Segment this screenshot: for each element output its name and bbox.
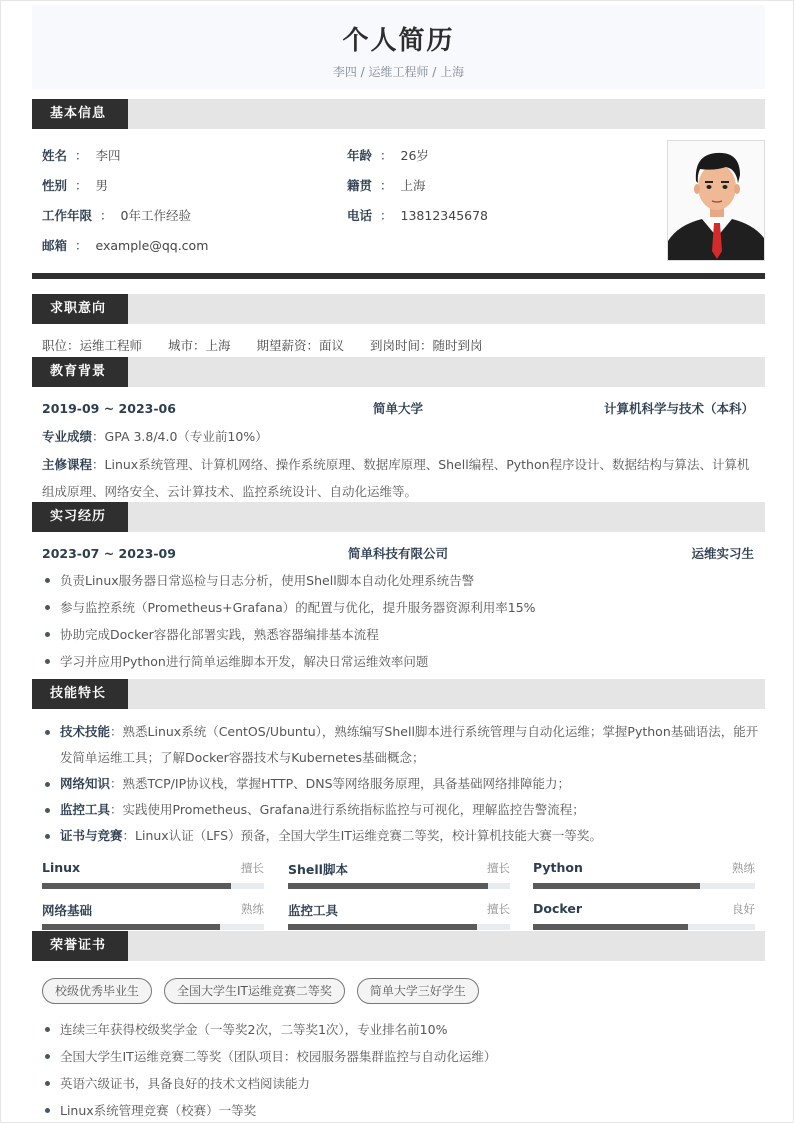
info-colon: ： bbox=[380, 208, 393, 223]
info-colon: ： bbox=[75, 178, 88, 193]
list-item: 协助完成Docker容器化部署实践，熟悉容器编排基本流程 bbox=[42, 621, 762, 648]
skill-bar-name: Shell脚本 bbox=[288, 862, 348, 877]
list-item: Linux系统管理竞赛（校赛）一等奖 bbox=[42, 1097, 762, 1123]
info-value: 男 bbox=[95, 178, 109, 193]
info-value: 13812345678 bbox=[400, 208, 489, 223]
list-item: 学习并应用Python进行简单运维脚本开发，解决日常运维效率问题 bbox=[42, 648, 762, 675]
section-title: 实习经历 bbox=[32, 502, 128, 532]
skill-bar-name: Python bbox=[533, 860, 583, 875]
skill-bar-monitoring bbox=[288, 901, 510, 931]
skill-bar-track bbox=[533, 883, 755, 889]
skill-bar-level: 擅长 bbox=[487, 861, 510, 875]
info-value: 上海 bbox=[400, 178, 426, 193]
gpa-label: 专业成绩 bbox=[42, 429, 93, 444]
info-colon: ： bbox=[75, 238, 88, 253]
skill-bar-fill bbox=[533, 924, 688, 930]
honor-badge: 简单大学三好学生 bbox=[357, 978, 479, 1004]
info-value: 李四 bbox=[95, 148, 121, 163]
skill-bar-name: 监控工具 bbox=[288, 903, 339, 918]
honor-badge: 全国大学生IT运维竞赛二等奖 bbox=[164, 978, 345, 1004]
skill-text: ：熟悉Linux系统（CentOS/Ubuntu），熟练编写Shell脚本进行系统管理与自动化运维；掌握Python基础语法，能开发简单运维工具；了解Docker容器技术与Kubernetes基础概念； bbox=[60, 724, 759, 765]
skill-bar-level: 擅长 bbox=[241, 861, 264, 875]
section-header-internship bbox=[32, 502, 765, 532]
info-label: 姓名 bbox=[42, 148, 68, 163]
courses-value: ：Linux系统管理、计算机网络、操作系统原理、数据库原理、Shell编程、Python程序设计、数据结构与算法、计算机组成原理、网络安全、云计算技术、监控系统设计、自动化运维等。 bbox=[42, 457, 750, 499]
intent-arrival: 到岗时间：随时到岗 bbox=[370, 338, 483, 353]
skill-bar-level: 熟练 bbox=[732, 861, 755, 875]
intent-position: 职位：运维工程师 bbox=[42, 338, 143, 353]
section-title: 技能特长 bbox=[32, 679, 128, 709]
honor-badge: 校级优秀毕业生 bbox=[42, 978, 152, 1004]
info-email bbox=[42, 237, 208, 255]
skill-bar-track bbox=[288, 883, 510, 889]
skill-bar-linux bbox=[42, 860, 264, 890]
skill-text: ：实践使用Prometheus、Grafana进行系统指标监控与可视化，理解监控告警流程； bbox=[110, 802, 585, 817]
job-intent bbox=[42, 337, 509, 355]
info-phone bbox=[347, 207, 488, 225]
info-hometown bbox=[347, 177, 426, 195]
intent-salary: 期望薪资：面议 bbox=[256, 338, 345, 353]
skill-label: 监控工具 bbox=[60, 802, 111, 817]
section-title: 荣誉证书 bbox=[32, 931, 128, 961]
skill-bar-track bbox=[288, 924, 510, 930]
info-label: 邮箱 bbox=[42, 238, 68, 253]
skill-bar-fill bbox=[288, 883, 488, 889]
skill-bar-network bbox=[42, 901, 264, 931]
skill-bar-level: 擅长 bbox=[487, 902, 510, 916]
section-header-education bbox=[32, 357, 765, 387]
internship-row bbox=[42, 545, 754, 563]
skill-bar-track bbox=[42, 924, 264, 930]
info-value[interactable]: example@qq.com bbox=[95, 238, 209, 253]
info-colon: ： bbox=[380, 178, 393, 193]
skill-bar-fill bbox=[288, 924, 477, 930]
list-item: 连续三年获得校级奖学金（一等奖2次，二等奖1次），专业排名前10% bbox=[42, 1016, 762, 1043]
skill-bar-fill bbox=[42, 924, 220, 930]
list-item: 全国大学生IT运维竞赛二等奖（团队项目：校园服务器集群监控与自动化运维） bbox=[42, 1043, 762, 1070]
honors-list bbox=[42, 1016, 762, 1123]
honor-badges bbox=[42, 978, 479, 1004]
info-label: 年龄 bbox=[347, 148, 373, 163]
skill-bar-docker bbox=[533, 901, 755, 931]
internship-role: 运维实习生 bbox=[691, 546, 754, 561]
section-title: 基本信息 bbox=[32, 99, 128, 129]
section-header-honors bbox=[32, 931, 765, 961]
section-title: 教育背景 bbox=[32, 357, 128, 387]
page-title: 个人简历 bbox=[342, 26, 455, 56]
list-item bbox=[42, 823, 762, 849]
skill-label: 网络知识 bbox=[60, 776, 111, 791]
section-title: 求职意向 bbox=[32, 294, 128, 324]
info-label: 电话 bbox=[347, 208, 373, 223]
info-value: 26岁 bbox=[400, 148, 429, 163]
education-period: 2019-09 ~ 2023-06 bbox=[42, 401, 176, 416]
list-item bbox=[42, 771, 762, 797]
skill-bar-level: 良好 bbox=[732, 902, 755, 916]
skill-text: ：熟悉TCP/IP协议栈，掌握HTTP、DNS等网络服务原理，具备基础网络排障能力； bbox=[110, 776, 571, 791]
skill-bar-fill bbox=[42, 883, 231, 889]
skill-label: 技术技能 bbox=[60, 724, 111, 739]
section-header-skills bbox=[32, 679, 765, 709]
skill-bar-track bbox=[533, 924, 755, 930]
list-item bbox=[42, 797, 762, 823]
section-divider bbox=[32, 273, 765, 279]
info-age bbox=[347, 147, 429, 165]
info-value: 0年工作经验 bbox=[120, 208, 191, 223]
education-major: 计算机科学与技术（本科） bbox=[603, 401, 754, 416]
education-courses bbox=[42, 451, 757, 505]
education-school: 简单大学 bbox=[372, 401, 423, 416]
intent-city: 城市：上海 bbox=[168, 338, 231, 353]
avatar-photo bbox=[667, 140, 765, 261]
info-gender bbox=[42, 177, 108, 195]
resume-header bbox=[32, 5, 765, 89]
info-colon: ： bbox=[75, 148, 88, 163]
info-label: 籍贯 bbox=[347, 178, 373, 193]
education-row bbox=[42, 400, 754, 418]
internship-period: 2023-07 ~ 2023-09 bbox=[42, 546, 176, 561]
skill-bar-name: 网络基础 bbox=[42, 903, 93, 918]
gpa-value: ：GPA 3.8/4.0（专业前10%） bbox=[92, 429, 268, 444]
skills-list bbox=[42, 719, 762, 849]
list-item: 参与监控系统（Prometheus+Grafana）的配置与优化，提升服务器资源利用率15% bbox=[42, 594, 762, 621]
skill-bar-level: 熟练 bbox=[241, 902, 264, 916]
skill-bar-name: Linux bbox=[42, 860, 81, 875]
info-colon: ： bbox=[380, 148, 393, 163]
skill-label: 证书与竞赛 bbox=[60, 828, 123, 843]
skill-bar-name: Docker bbox=[533, 901, 582, 916]
info-label: 工作年限 bbox=[42, 208, 93, 223]
info-name bbox=[42, 147, 121, 165]
education-gpa bbox=[42, 423, 757, 450]
section-header-basic bbox=[32, 99, 765, 129]
internship-list bbox=[42, 567, 762, 675]
info-label: 性别 bbox=[42, 178, 68, 193]
info-colon: ： bbox=[100, 208, 113, 223]
internship-company: 简单科技有限公司 bbox=[347, 546, 448, 561]
list-item bbox=[42, 719, 762, 771]
skill-bar-shell bbox=[288, 860, 510, 890]
skill-bar-fill bbox=[533, 883, 700, 889]
skill-bar-track bbox=[42, 883, 264, 889]
list-item: 英语六级证书，具备良好的技术文档阅读能力 bbox=[42, 1070, 762, 1097]
avatar-illustration-icon bbox=[668, 141, 765, 261]
skill-bar-python bbox=[533, 860, 755, 890]
courses-label: 主修课程 bbox=[42, 457, 93, 472]
page-subtitle: 李四 / 运维工程师 / 上海 bbox=[332, 65, 465, 79]
skill-text: ：Linux认证（LFS）预备，全国大学生IT运维竞赛二等奖，校计算机技能大赛一等奖。 bbox=[122, 828, 602, 843]
info-years bbox=[42, 207, 191, 225]
list-item: 负责Linux服务器日常巡检与日志分析，使用Shell脚本自动化处理系统告警 bbox=[42, 567, 762, 594]
section-header-intent bbox=[32, 294, 765, 324]
